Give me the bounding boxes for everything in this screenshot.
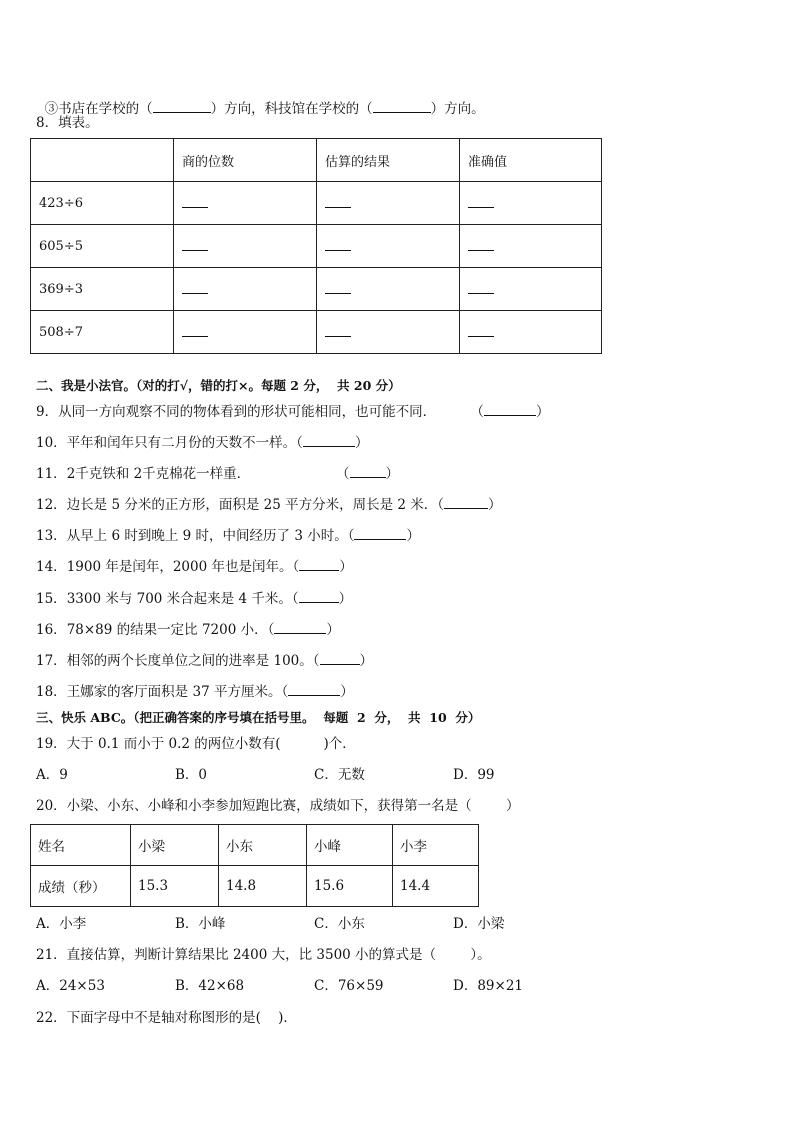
question-number: 17．: [36, 653, 67, 669]
table-cell: 15.3: [131, 866, 219, 907]
table-cell: 成绩（秒）: [31, 866, 131, 907]
question-9: [36, 403, 549, 421]
q7-text-c: ）方向。: [430, 101, 485, 117]
table-header-cell: 小东: [219, 825, 307, 866]
answer-cell[interactable]: [174, 225, 317, 268]
answer-blank[interactable]: [303, 434, 355, 447]
option-a[interactable]: A．9: [36, 767, 68, 783]
question-gap: （: [250, 466, 350, 482]
q8-title: 8．填表。: [36, 115, 99, 131]
question-end: ）: [339, 559, 353, 575]
expression-cell: 423÷6: [31, 182, 174, 225]
answer-blank[interactable]: [182, 281, 208, 294]
question-text: 边长是 5 分米的正方形，面积是 25 平方分米，周长是 2 米．（: [66, 497, 445, 513]
answer-blank[interactable]: [468, 238, 494, 251]
expression-cell: 508÷7: [31, 311, 174, 354]
question-number: 11．: [36, 466, 67, 482]
question-end: ）: [535, 404, 550, 420]
answer-blank[interactable]: [299, 558, 339, 571]
question-text: 2千克铁和 2千克棉花一样重．: [66, 466, 251, 482]
answer-cell[interactable]: [460, 182, 602, 225]
answer-blank[interactable]: [288, 683, 340, 696]
table-header-cell: 估算的结果: [317, 139, 460, 182]
section-2-heading: 二、我是小法官。（对的打√，错的打×。每题 2 分， 共 20 分）: [36, 378, 401, 393]
question-number: 16．: [36, 622, 67, 638]
answer-blank[interactable]: [468, 195, 494, 208]
question-13: [36, 527, 420, 545]
question-11: [36, 465, 399, 483]
question-number: 15．: [36, 591, 67, 607]
question-end: ）: [385, 466, 399, 482]
question-21-stem: 21．直接估算，判断计算结果比 2400 大，比 3500 小的算式是（ ）。: [36, 947, 491, 963]
table-header-cell: 准确值: [460, 139, 602, 182]
answer-cell[interactable]: [317, 311, 460, 354]
answer-blank[interactable]: [325, 281, 351, 294]
question-number: 12．: [36, 497, 67, 513]
question-text: 从早上 6 时到晚上 9 时，中间经历了 3 小时。（: [66, 528, 355, 544]
option-b[interactable]: B．小峰: [175, 916, 226, 932]
table-row: [31, 268, 602, 311]
answer-blank[interactable]: [182, 238, 208, 251]
question-end: ）: [488, 497, 502, 513]
table-header-cell: 姓名: [31, 825, 131, 866]
answer-blank[interactable]: [350, 465, 386, 478]
answer-blank[interactable]: [325, 238, 351, 251]
question-text: 王娜家的客厅面积是 37 平方厘米。（: [66, 684, 289, 700]
option-c[interactable]: C．76×59: [314, 978, 384, 994]
question-number: 14．: [36, 559, 67, 575]
option-b[interactable]: B．42×68: [175, 978, 245, 994]
question-18: [36, 683, 354, 701]
expression-cell: 369÷3: [31, 268, 174, 311]
question-text: 78×89 的结果一定比 7200 小．（: [66, 622, 275, 638]
table-header-cell: [31, 139, 174, 182]
question-end: ）: [338, 591, 353, 607]
question-17: [36, 652, 373, 670]
question-number: 13．: [36, 528, 67, 544]
answer-cell[interactable]: [460, 225, 602, 268]
question-20-stem: 20．小梁、小东、小峰和小李参加短跑比赛，成绩如下，获得第一名是（ ）: [36, 798, 520, 814]
option-d[interactable]: D．99: [453, 767, 495, 783]
question-text: 平年和闰年只有二月份的天数不一样。（: [66, 435, 303, 451]
answer-blank[interactable]: [153, 100, 211, 113]
table-cell: 15.6: [307, 866, 393, 907]
option-c[interactable]: C．小东: [314, 916, 365, 932]
expression-cell: 605÷5: [31, 225, 174, 268]
question-text: 3300 米与 700 米合起来是 4 千米。（: [66, 591, 299, 607]
question-text: 从同一方向观察不同的物体看到的形状可能相同，也可能不同．: [58, 404, 437, 420]
q8-table: [30, 138, 602, 354]
answer-blank[interactable]: [299, 590, 339, 603]
question-end: ）: [359, 653, 373, 669]
answer-cell[interactable]: [460, 311, 602, 354]
question-end: ）: [406, 528, 420, 544]
answer-blank[interactable]: [373, 100, 431, 113]
option-d[interactable]: D．89×21: [453, 978, 523, 994]
answer-cell[interactable]: [174, 268, 317, 311]
table-header-cell: 小梁: [131, 825, 219, 866]
answer-cell[interactable]: [174, 182, 317, 225]
question-16: [36, 621, 340, 639]
answer-blank[interactable]: [325, 195, 351, 208]
answer-blank[interactable]: [354, 527, 406, 540]
answer-cell[interactable]: [317, 225, 460, 268]
answer-cell[interactable]: [317, 182, 460, 225]
question-10: [36, 434, 368, 452]
question-number: 9．: [36, 404, 59, 420]
answer-cell[interactable]: [174, 311, 317, 354]
score-table: [30, 824, 479, 907]
option-b[interactable]: B．0: [175, 767, 208, 783]
answer-cell[interactable]: [317, 268, 460, 311]
answer-blank[interactable]: [274, 621, 326, 634]
option-a[interactable]: A．24×53: [36, 978, 105, 994]
question-14: [36, 558, 353, 576]
q7-part3-line: [36, 82, 485, 118]
table-row: [31, 311, 602, 354]
question-text: 相邻的两个长度单位之间的进率是 100。（: [66, 653, 320, 669]
table-cell: 14.8: [219, 866, 307, 907]
answer-blank[interactable]: [320, 652, 360, 665]
option-c[interactable]: C．无数: [314, 767, 365, 783]
table-row: [31, 225, 602, 268]
question-22-stem: 22．下面字母中不是轴对称图形的是( )．: [36, 1010, 297, 1026]
answer-blank[interactable]: [182, 195, 208, 208]
section-3-heading: 三、快乐 ABC。（把正确答案的序号填在括号里。 每题 2 分， 共 10 分）: [36, 710, 481, 725]
answer-blank[interactable]: [444, 496, 488, 509]
answer-cell[interactable]: [460, 268, 602, 311]
question-15: [36, 590, 352, 608]
table-row: [31, 866, 479, 907]
question-end: ）: [340, 684, 354, 700]
q7-text-b: ）方向，科技馆在学校的（: [210, 101, 373, 117]
answer-blank[interactable]: [468, 281, 494, 294]
question-number: 10．: [36, 435, 67, 451]
option-d[interactable]: D．小梁: [453, 916, 505, 932]
table-row: [31, 182, 602, 225]
question-text: 1900 年是闰年，2000 年也是闰年。（: [66, 559, 300, 575]
answer-blank[interactable]: [182, 324, 208, 337]
question-end: ）: [354, 435, 369, 451]
question-end: ）: [326, 622, 340, 638]
question-number: 18．: [36, 684, 67, 700]
table-header-cell: 商的位数: [174, 139, 317, 182]
option-a[interactable]: A．小李: [36, 916, 87, 932]
table-cell: 14.4: [393, 866, 479, 907]
answer-blank[interactable]: [468, 324, 494, 337]
question-19-stem: 19．大于 0.1 而小于 0.2 的两位小数有( )个．: [36, 736, 356, 752]
q7-text-a: ③书店在学校的（: [44, 101, 153, 117]
table-header-row: [31, 825, 479, 866]
table-header-cell: 小峰: [307, 825, 393, 866]
question-12: [36, 496, 502, 514]
answer-blank[interactable]: [325, 324, 351, 337]
question-gap: （: [436, 404, 484, 420]
table-header-row: [31, 139, 602, 182]
answer-blank[interactable]: [484, 403, 536, 416]
table-header-cell: 小李: [393, 825, 479, 866]
